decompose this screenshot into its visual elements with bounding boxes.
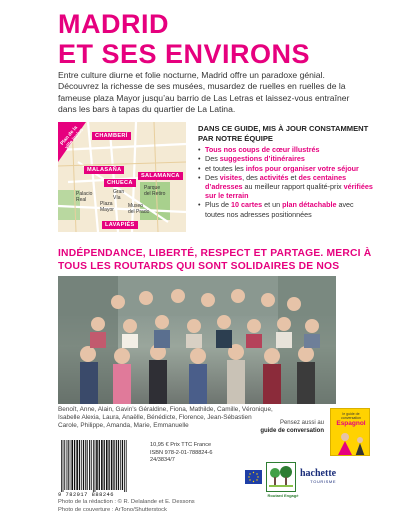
barcode-bar [122, 440, 123, 490]
title-line-1: MADRID [58, 9, 169, 39]
barcode-bar [95, 440, 96, 492]
map-tag-lavapies: LAVAPIÉS [102, 221, 138, 229]
barcode-bar [96, 440, 98, 490]
barcode-bar [124, 440, 125, 492]
guide-item-key: des centaines d’adresses [205, 172, 347, 191]
map-label-palacio: Palacio Real [76, 191, 93, 203]
barcode-bar [61, 440, 62, 492]
credit-line: Photo de la rédaction : © R. Delalande et E. Dessons [58, 499, 195, 505]
barcode-bar [87, 440, 88, 490]
barcode-bar [66, 440, 67, 490]
guide-item-text: et toutes les [205, 163, 246, 173]
barcode-bar [113, 440, 114, 490]
barcode-bar [126, 440, 127, 492]
isbn-line: ISBN 978-2-01-788824-6 [150, 449, 213, 456]
title-line-2: ET SES ENVIRONS [58, 39, 311, 69]
barcode-number: 9 782017 888246 [58, 492, 115, 498]
guide-item-text: Des [205, 172, 220, 182]
conversation-guide-title: le guide de conversation [341, 412, 361, 420]
tree-logo-icon [266, 462, 296, 492]
guide-item [198, 154, 373, 163]
barcode-bar [93, 440, 94, 492]
team-photo-illustration [58, 276, 336, 404]
barcode-bar [71, 440, 73, 490]
conversation-label-line-2: guide de conversation [260, 427, 324, 434]
city-map [58, 122, 186, 232]
eu-flag-icon [245, 470, 262, 484]
guide-item-text: et [288, 172, 299, 182]
barcode-bar [118, 440, 119, 490]
barcode-bar [111, 440, 113, 490]
barcode-bar [64, 440, 65, 490]
guide-item [198, 145, 373, 154]
publisher-sub: TOURISME [310, 479, 337, 484]
publisher-name: hachette [300, 468, 337, 479]
price-line: 10,95 € Prix TTC France [150, 442, 212, 448]
guide-item-text: Des [205, 154, 220, 164]
guide-item-text: avec toutes nos adresses positionnées [205, 200, 354, 219]
conversation-guide-cover[interactable] [330, 408, 370, 456]
barcode-bar [104, 440, 105, 490]
barcode-bar [116, 440, 117, 490]
barcode-bar [101, 440, 103, 490]
barcode-bar [63, 440, 64, 492]
guide-item-key: vérifiées sur le terrain [205, 182, 373, 201]
photo-credits [58, 499, 195, 515]
barcode-bar [89, 440, 90, 490]
map-tag-chueca: CHUECA [104, 179, 136, 187]
guide-item-text: au meilleur rapport qualité-prix [242, 182, 344, 191]
barcode-bar [91, 440, 92, 490]
hachette-logo [300, 468, 336, 484]
guide-item [198, 164, 373, 173]
page-title [58, 9, 310, 69]
guide-item-key: activités [259, 172, 289, 182]
guide-item [198, 173, 373, 201]
barcode-bar [83, 440, 84, 490]
slogan: INDÉPENDANCE, LIBERTÉ, RESPECT ET PARTAGE. MERCI À TOUS LES ROUTARDS QUI SONT SOLIDAIRES DE NOS [58, 248, 372, 273]
barcode-bar [70, 440, 71, 490]
guide-item-text: , des [242, 172, 260, 182]
map-tag-malasana: MALASAÑA [84, 166, 124, 174]
price-info [150, 442, 213, 465]
map-fold-label: Plan de la ville inclus [59, 124, 85, 151]
intro-paragraph: Entre culture diurne et folie nocturne, Madrid offre un paradoxe génial. Découvrez la richesse de ses musées, musardez de ruelles en ruelles de la fameuse plaza Mayor jusqu’au barrio de Las Letras et laissez-vous entraîner dans les bars à tapas du quartier de La Latina. [58, 70, 350, 115]
guide-item-key: 10 cartes [230, 200, 263, 210]
team-names: Benoît, Anne, Alain, Gavin’s Géraldine, Fiona, Mathilde, Camille, Véronique, Isabelle Alexia, Laura, Anaëlle, Bénédicte, Florence, Jean-Sébastien Carole, Philippe, Amanda, Marie, Emmanuelle [58, 406, 273, 430]
barcode-bar [106, 440, 108, 490]
conversation-guide-illustration [331, 429, 370, 456]
map-label-gran-via: Gran Vía [113, 189, 125, 201]
guide-item-key: suggestions d’itinéraires [219, 154, 305, 164]
barcode-bar [76, 440, 78, 490]
guide-item-text: et un [262, 200, 283, 210]
map-tag-salamanca: SALAMANCA [138, 172, 183, 180]
conversation-guide-label [252, 420, 324, 435]
map-label-plaza-mayor: Plaza Mayor [100, 201, 114, 213]
ref-line: 24/3834/7 [150, 457, 175, 464]
barcode-bar [68, 440, 69, 490]
credit-line: Photo de couverture : ArTono/Shutterstock [58, 506, 167, 513]
barcode-bar [120, 440, 121, 490]
team-photo [58, 276, 336, 404]
guide-item-key: plan détachable [282, 200, 337, 210]
barcode-bar [81, 440, 82, 490]
barcode-bar [74, 440, 75, 490]
guide-item-text: Plus de [205, 200, 231, 210]
map-tag-chamberi: CHAMBERÍ [92, 132, 131, 140]
map-label-retiro: Parque del Retiro [144, 185, 166, 197]
guide-item [198, 200, 373, 218]
conversation-label-line-1: Pensez aussi au [279, 420, 324, 426]
barcode-bar [85, 440, 86, 490]
guide-item-key: infos pour organiser votre séjour [245, 163, 359, 173]
guide-heading: DANS CE GUIDE, MIS À JOUR CONSTAMMENT PAR NOTRE ÉQUIPE [198, 124, 369, 143]
tree-logo-label: Routard Engagé [267, 493, 299, 498]
guide-list [198, 145, 373, 219]
barcode-bar [99, 440, 100, 490]
barcode-bar [108, 440, 109, 490]
barcode [58, 438, 146, 492]
guide-item-key: Tous nos coups de cœur illustrés [205, 145, 320, 155]
conversation-guide-language: Espagnol [336, 420, 366, 427]
map-label-prado: Museo del Prado [128, 203, 150, 215]
barcode-bar [79, 440, 80, 490]
guide-item-key: visites [219, 172, 243, 182]
guide-features [198, 124, 373, 219]
